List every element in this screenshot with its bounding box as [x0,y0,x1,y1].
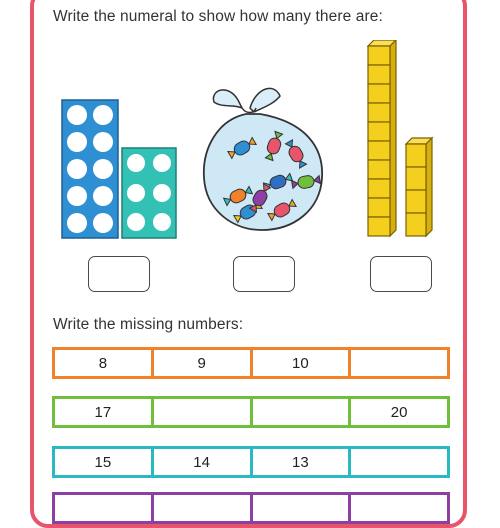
sequence-blank-cell[interactable] [151,492,253,524]
answer-box-sweets[interactable] [233,256,295,292]
answer-box-cubes[interactable] [370,256,432,292]
sequence-cell: 15 [52,446,154,478]
count-instruction: Write the numeral to show how many there are: [53,8,383,25]
number-sequence-row [52,347,450,379]
sequence-cell: 13 [250,446,352,478]
sequence-cell: 14 [151,446,253,478]
sequence-cell: 20 [348,396,450,428]
sequence-blank-cell[interactable] [250,492,352,524]
number-sequence-row [52,396,450,428]
numicon-ten-and-six-icon [60,98,180,240]
number-sequence-row [52,492,450,524]
sweet-bag-icon [198,78,328,238]
sequence-cell: 17 [52,396,154,428]
sequence-blank-cell[interactable] [151,396,253,428]
sequence-cell: 8 [52,347,154,379]
answer-box-numicon[interactable] [88,256,150,292]
sequence-blank-cell[interactable] [348,492,450,524]
number-sequence-row [52,446,450,478]
sequence-blank-cell[interactable] [52,492,154,524]
sequence-blank-cell[interactable] [348,347,450,379]
sequence-blank-cell[interactable] [250,396,352,428]
sequence-blank-cell[interactable] [348,446,450,478]
sequence-cell: 9 [151,347,253,379]
sequence-cell: 10 [250,347,352,379]
unit-cubes-icon [366,40,436,240]
missing-numbers-instruction: Write the missing numbers: [53,316,244,333]
